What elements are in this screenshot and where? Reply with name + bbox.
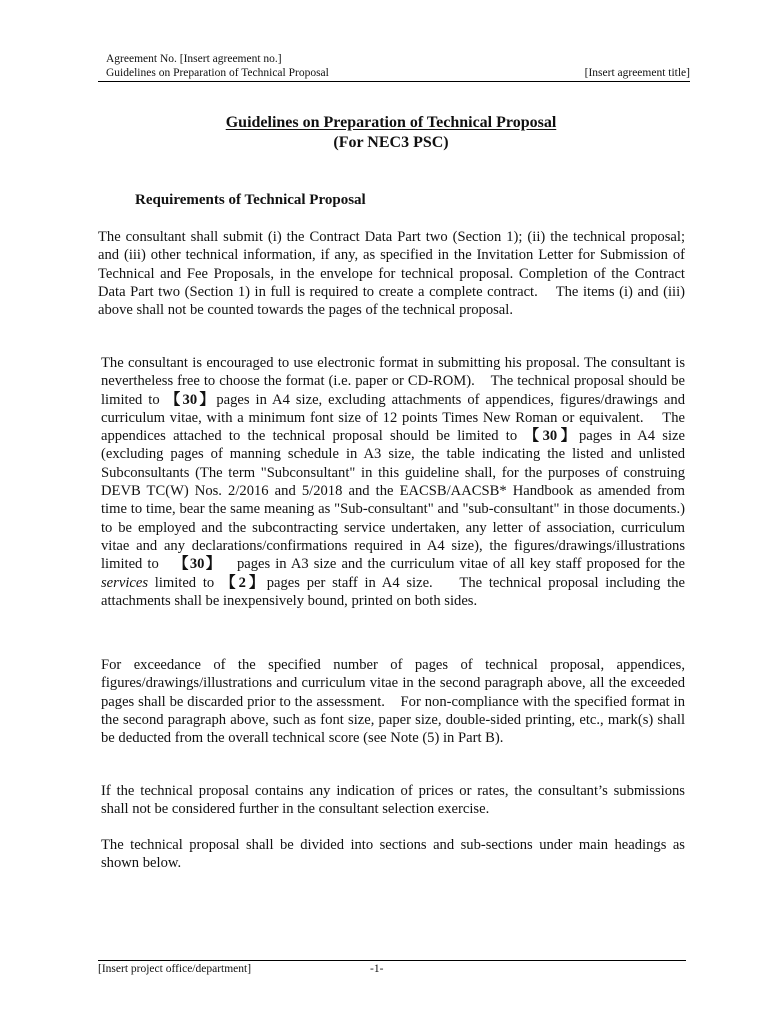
header-rule xyxy=(98,81,690,82)
paragraph-format-limits-text-e: limited to xyxy=(148,574,221,591)
page-limit-cv: 【2】 xyxy=(220,574,267,591)
paragraph-prices: If the technical proposal contains any indication of prices or rates, the consultant’s submissions shall not be considered further in the consultant selection exercise. xyxy=(101,783,685,818)
services-term: services xyxy=(101,574,149,591)
paragraph-format-limits xyxy=(101,354,685,610)
paragraph-format-limits-text-c: pages in A4 size (excluding pages of manning schedule in A3 size, the table indicating the listed and unlisted Subconsultants (The term "Subconsultant" in this guideline shall, for the purposes of construing DEVB TC(W) Nos. 2/2016 and 5/2018 and the EACSB/AACSB* Handbook as amended from time to time, bear the same meaning as "Sub-consultant" and "sub-consultant" in those documents.) to be employed and the subcontracting service undertaken, any letter of association, curriculum vitae and any declarations/confirmations required in A4 size), the figures/drawings/illustrations limited to xyxy=(101,428,685,573)
footer-rule xyxy=(98,960,686,961)
header-agreement-title: [Insert agreement title] xyxy=(584,67,690,79)
header-agreement-no: Agreement No. [Insert agreement no.] xyxy=(106,53,282,65)
paragraph-format-limits-text-a: The consultant is encouraged to use electronic format in submitting his proposal. The consultant is nevertheless free to choose the format (i.e. paper or CD-ROM). The technical proposal should be limited to xyxy=(101,355,685,408)
page-limit-technical: 【30】 xyxy=(165,391,217,408)
paragraph-format-limits-text-b: pages in A4 size, excluding attachments of appendices, figures/drawings and curriculum vitae, with a minimum font size of 12 points Times New Roman or equivalent. The appendices attached to the technical proposal should be limited to xyxy=(101,391,685,445)
page-limit-figures: 【30】 xyxy=(173,556,222,573)
page-number: -1- xyxy=(370,963,384,975)
paragraph-format-limits-text-d: pages in A3 size and the curriculum vitae of all key staff proposed for the xyxy=(221,556,685,573)
document-subtitle: (For NEC3 PSC) xyxy=(333,134,449,151)
paragraph-sections: The technical proposal shall be divided into sections and sub-sections under main headings as shown below. xyxy=(101,837,685,872)
section-heading: Requirements of Technical Proposal xyxy=(135,192,366,208)
document-title: Guidelines on Preparation of Technical Proposal xyxy=(225,114,557,131)
paragraph-exceedance: For exceedance of the specified number of pages of technical proposal, appendices, figures/drawings/illustrations and curriculum vitae in the second paragraph above, all the exceeded pages shall be discarded prior to the assessment. For non-compliance with the specified format in the second paragraph above, such as font size, paper size, double-sided printing, etc., mark(s) shall be deducted from the overall technical score (see Note (5) in Part B). xyxy=(101,657,685,747)
page-limit-appendices: 【30】 xyxy=(524,428,579,445)
paragraph-submission: The consultant shall submit (i) the Contract Data Part two (Section 1); (ii) the technical proposal; and (iii) other technical information, if any, as specified in the Invitation Letter for Submission of Technical and Fee Proposals, in the envelope for technical proposal. Completion of the Contract Data Part two (Section 1) in full is required to create a complete contract. The items (i) and (iii) above shall not be counted towards the pages of the technical proposal. xyxy=(98,229,685,319)
footer-office: [Insert project office/department] xyxy=(98,963,252,975)
header-doc-title: Guidelines on Preparation of Technical Proposal xyxy=(106,67,329,79)
paragraph-format-limits-text-f: pages per staff in A4 size. The technical proposal including the attachments shall be inexpensively bound, printed on both sides. xyxy=(101,574,685,609)
